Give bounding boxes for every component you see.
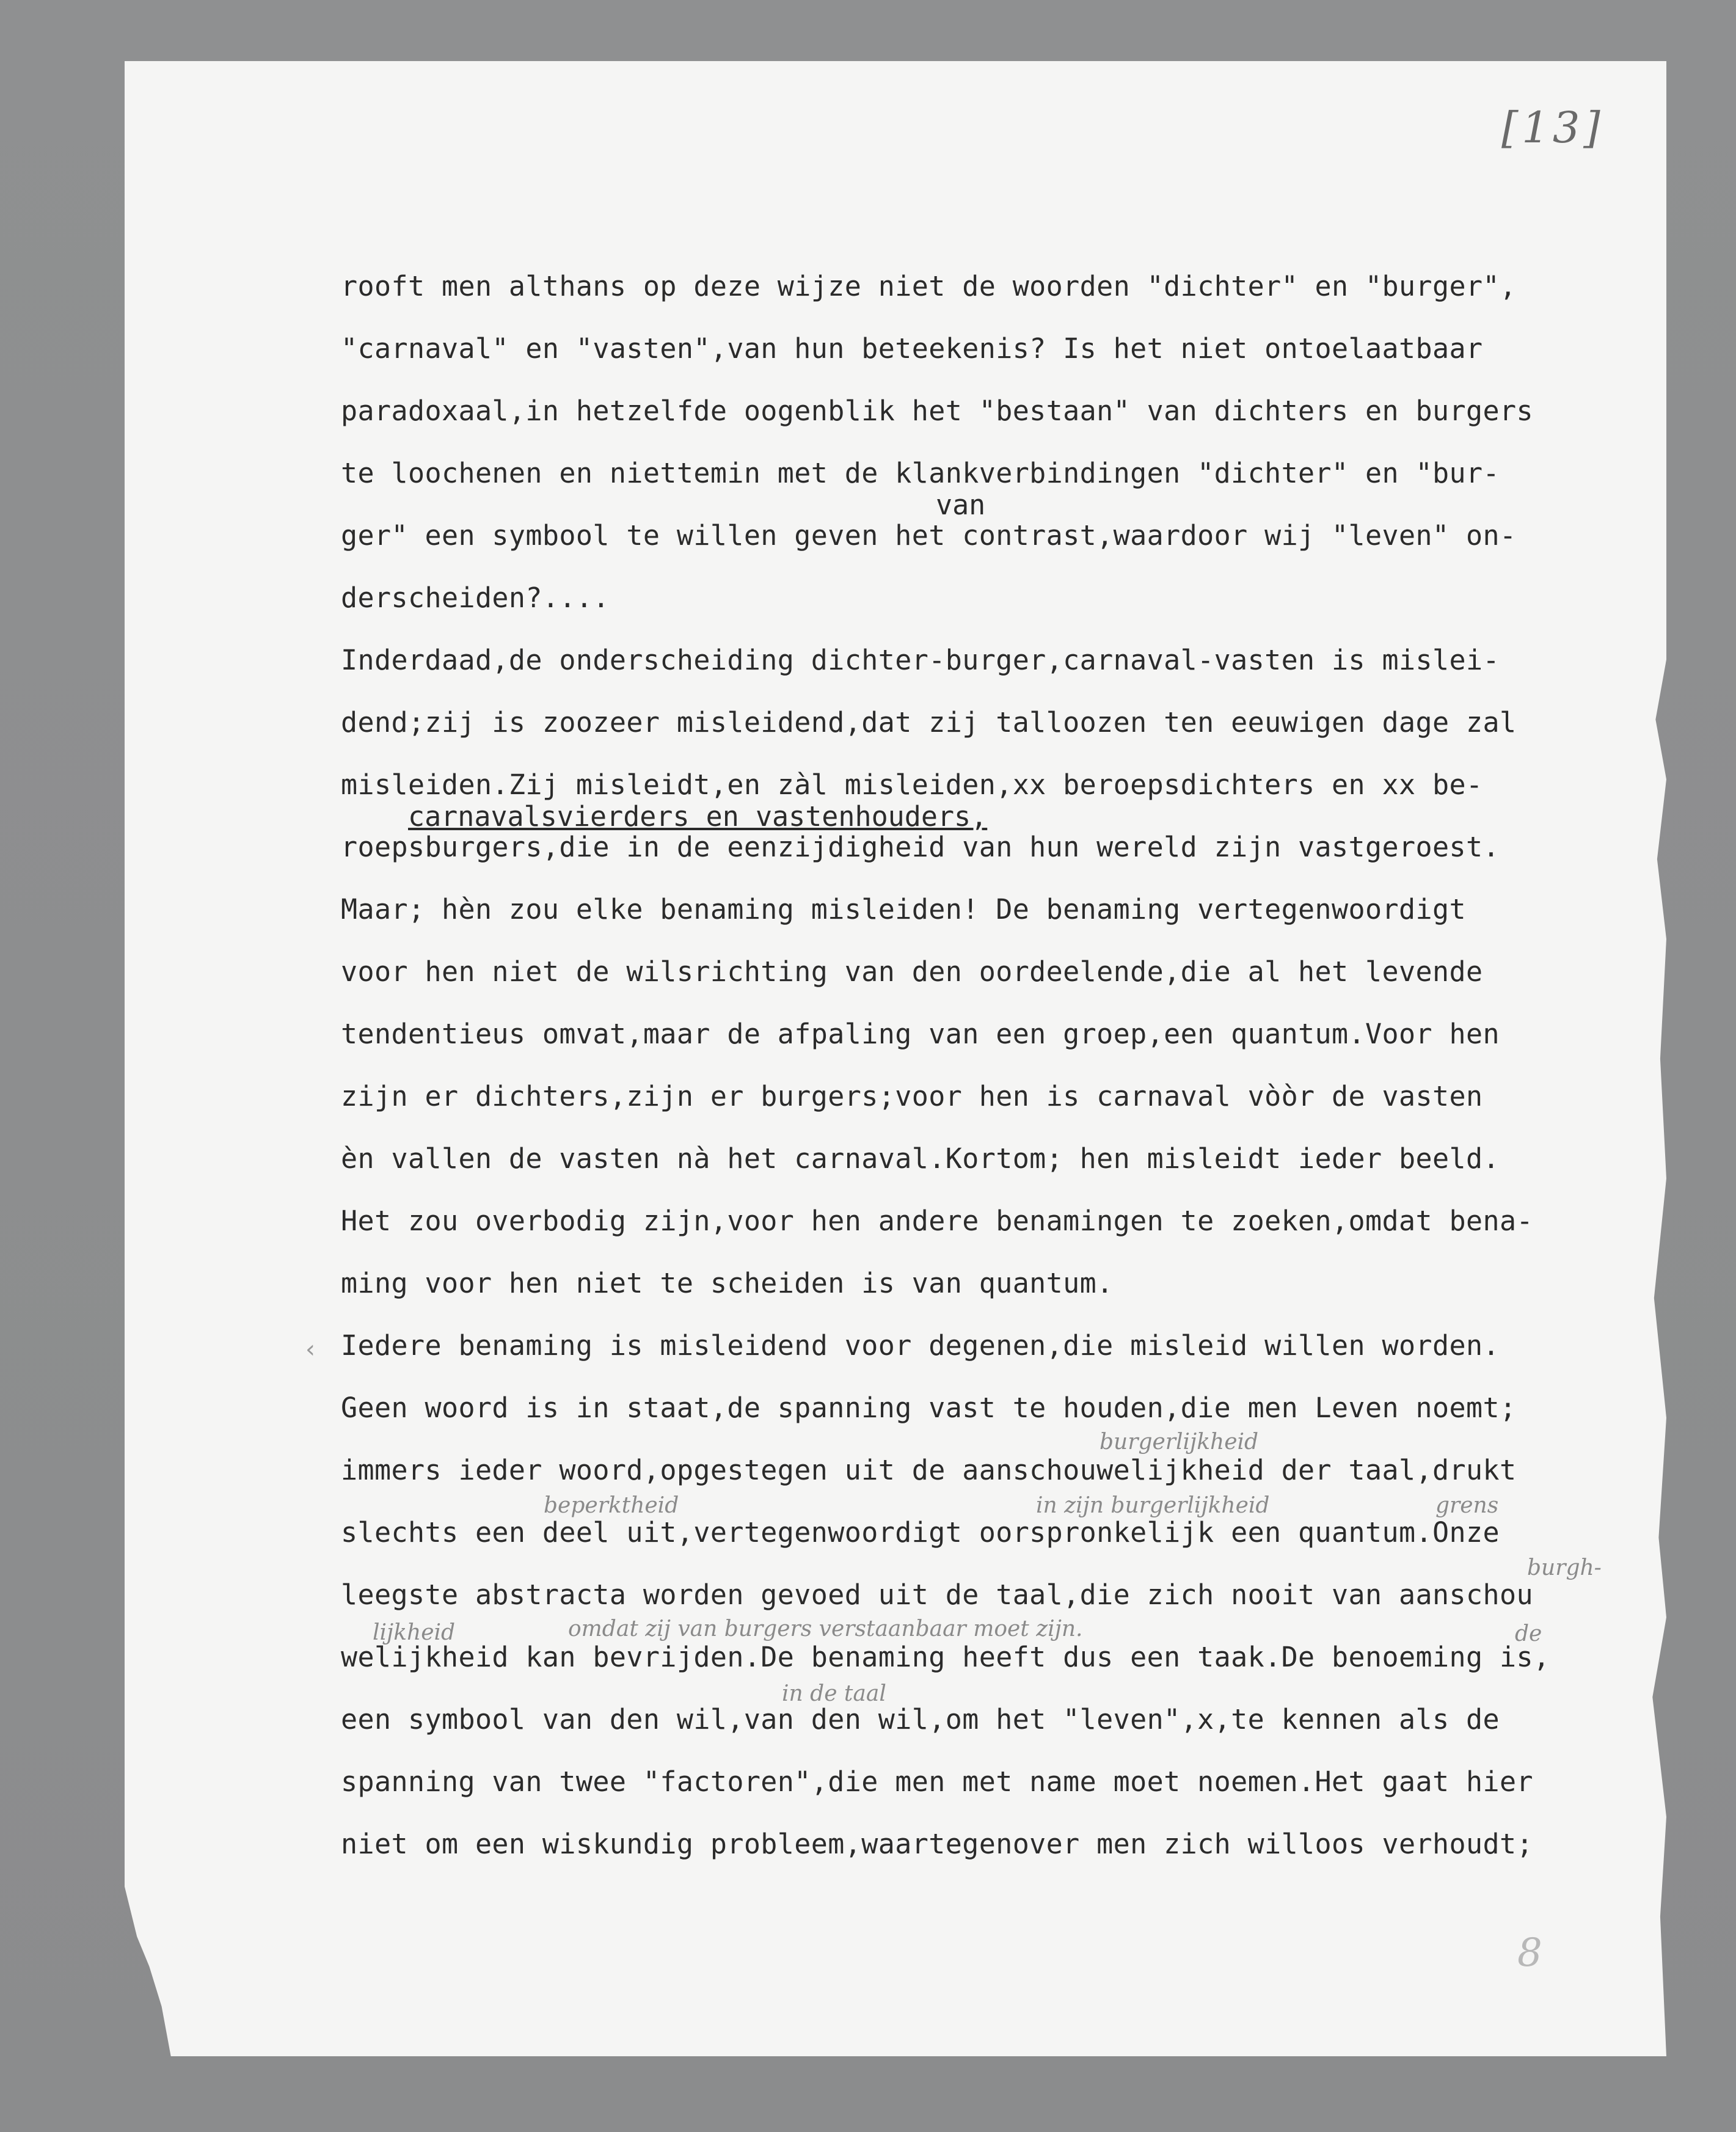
text-line: slechts een deel uit,vertegenwoordigt oorspronkelijk een quantum.Onze xyxy=(341,1516,1500,1549)
pencil-page-mark: 8 xyxy=(1517,1930,1542,1976)
text-line: Inderdaad,de onderscheiding dichter-burger,carnaval-vasten is mislei- xyxy=(341,644,1500,676)
text-line: ger" een symbool te willen geven het contrast,waardoor wij "leven" on- xyxy=(341,519,1517,552)
text-line: te loochenen en niettemin met de klankverbindingen "dichter" en "bur- xyxy=(341,457,1500,489)
handwritten-beperktheid: beperktheid xyxy=(544,1493,679,1518)
handwritten-omdat: omdat zij van burgers verstaanbaar moet zijn. xyxy=(568,1616,1083,1641)
text-line: Het zou overbodig zijn,voor hen andere benamingen te zoeken,omdat bena- xyxy=(341,1205,1533,1237)
margin-mark: ‹ xyxy=(305,1335,315,1364)
text-line: "carnaval" en "vasten",van hun beteekenis? Is het niet ontoelaatbaar xyxy=(341,332,1483,365)
text-line: derscheiden?.... xyxy=(341,582,610,614)
text-line: zijn er dichters,zijn er burgers;voor hen is carnaval vòòr de vasten xyxy=(341,1080,1483,1112)
handwritten-de: de xyxy=(1515,1621,1542,1646)
handwritten-lijkheid: lijkheid xyxy=(373,1620,456,1645)
text-line: èn vallen de vasten nà het carnaval.Kortom; hen misleidt ieder beeld. xyxy=(341,1142,1500,1175)
text-line: een symbool van den wil,van den wil,om het "leven",x,te kennen als de xyxy=(341,1703,1500,1736)
text-line: dend;zij is zoozeer misleidend,dat zij talloozen ten eeuwigen dage zal xyxy=(341,706,1517,739)
handwritten-in-zijn-burgerlijkheid: in zijn burgerlijkheid xyxy=(1036,1493,1270,1518)
handwritten-burgerlijkheid: burgerlijkheid xyxy=(1100,1429,1259,1455)
handwritten-burgh: burgh- xyxy=(1527,1555,1602,1580)
text-line: Geen woord is in staat,de spanning vast te houden,die men Leven noemt; xyxy=(341,1392,1517,1424)
text-line: ming voor hen niet te scheiden is van quantum. xyxy=(341,1267,1114,1299)
text-line: misleiden.Zij misleidt,en zàl misleiden,xx beroepsdichters en xx be- xyxy=(341,768,1483,801)
typed-insertion-carnaval: carnavalsvierders en vastenhouders, xyxy=(408,800,988,833)
text-line: roepsburgers,die in de eenzijdigheid van hun wereld zijn vastgeroest. xyxy=(341,831,1500,863)
text-line: voor hen niet de wilsrichting van den oordeelende,die al het levende xyxy=(341,955,1483,988)
page-number: [13] xyxy=(1501,103,1604,153)
handwritten-in-de-taal: in de taal xyxy=(782,1681,886,1706)
typed-insertion-van: van xyxy=(936,489,986,521)
text-line: spanning van twee "factoren",die men met name moet noemen.Het gaat hier xyxy=(341,1765,1533,1798)
text-line: immers ieder woord,opgestegen uit de aanschouwelijkheid der taal,drukt xyxy=(341,1454,1517,1486)
text-line: niet om een wiskundig probleem,waartegenover men zich willoos verhoudt; xyxy=(341,1828,1533,1860)
handwritten-grens: grens xyxy=(1435,1493,1499,1518)
text-line: Maar; hèn zou elke benaming misleiden! De benaming vertegenwoordigt xyxy=(341,893,1466,925)
text-line: tendentieus omvat,maar de afpaling van een groep,een quantum.Voor hen xyxy=(341,1018,1500,1050)
typescript-text xyxy=(341,268,1660,1888)
text-line: Iedere benaming is misleidend voor degenen,die misleid willen worden. xyxy=(341,1329,1500,1362)
text-line: paradoxaal,in hetzelfde oogenblik het "bestaan" van dichters en burgers xyxy=(341,395,1533,427)
text-line: welijkheid kan bevrijden.De benaming heeft dus een taak.De benoeming is, xyxy=(341,1641,1550,1673)
text-line: rooft men althans op deze wijze niet de woorden "dichter" en "burger", xyxy=(341,270,1517,302)
text-line: leegste abstracta worden gevoed uit de taal,die zich nooit van aanschou xyxy=(341,1579,1533,1611)
